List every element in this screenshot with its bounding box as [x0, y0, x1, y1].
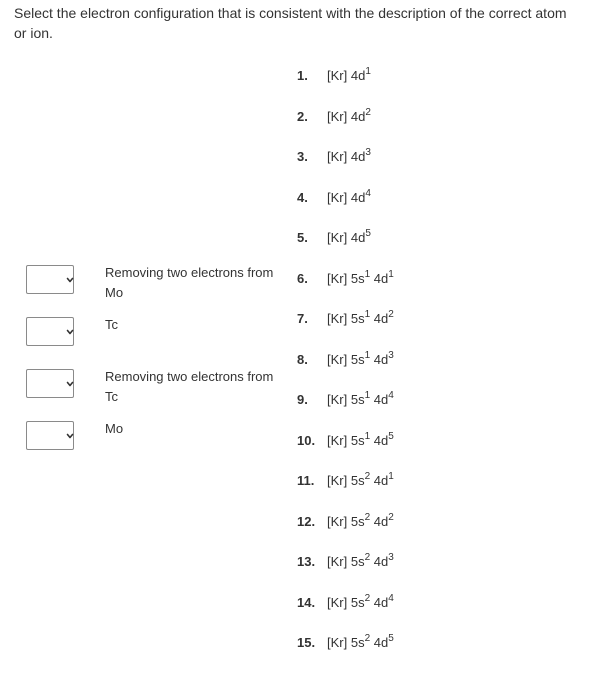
electron-count: 1	[364, 389, 371, 401]
orbital-label: 4d	[373, 595, 389, 610]
answer-select[interactable]	[26, 369, 74, 398]
instructions-text: Select the electron configuration that is consistent with the description of the correct atom or ion.	[14, 5, 567, 41]
orbital-label: 5s	[350, 352, 365, 367]
option-configuration	[327, 228, 371, 248]
chevron-down-icon	[66, 429, 74, 443]
option-configuration	[327, 147, 371, 167]
orbital-label: 4d	[373, 473, 389, 488]
noble-gas-core: [Kr]	[327, 514, 348, 529]
orbital-label: 4d	[350, 190, 366, 205]
option-number: 2.	[297, 109, 308, 124]
orbital-label: 4d	[350, 68, 366, 83]
orbital-label: 5s	[350, 473, 365, 488]
option-number: 4.	[297, 190, 308, 205]
noble-gas-core: [Kr]	[327, 109, 348, 124]
orbital-label: 4d	[350, 149, 366, 164]
noble-gas-core: [Kr]	[327, 271, 348, 286]
chevron-down-icon	[66, 377, 74, 391]
noble-gas-core: [Kr]	[327, 595, 348, 610]
orbital-label: 4d	[373, 433, 389, 448]
electron-count: 1	[364, 268, 371, 280]
noble-gas-core: [Kr]	[327, 554, 348, 569]
match-description: Removing two electrons from Tc	[105, 369, 274, 404]
electron-count: 5	[388, 430, 394, 442]
electron-count: 1	[365, 65, 371, 77]
electron-count: 4	[388, 389, 394, 401]
electron-count: 5	[388, 632, 394, 644]
orbital-label: 4d	[373, 271, 389, 286]
noble-gas-core: [Kr]	[327, 473, 348, 488]
option-configuration	[327, 593, 394, 613]
option-configuration	[327, 633, 394, 653]
option-number: 15.	[297, 635, 316, 650]
noble-gas-core: [Kr]	[327, 230, 348, 245]
orbital-label: 4d	[373, 352, 389, 367]
option-item	[289, 309, 394, 329]
option-item	[289, 228, 371, 248]
orbital-label: 4d	[373, 311, 389, 326]
option-item	[289, 350, 394, 370]
option-number: 11.	[297, 473, 315, 488]
option-number: 12.	[297, 514, 316, 529]
option-item	[289, 471, 394, 491]
electron-count: 2	[364, 632, 371, 644]
chevron-down-icon	[66, 273, 74, 287]
orbital-label: 4d	[350, 109, 366, 124]
electron-count: 2	[388, 308, 394, 320]
orbital-label: 5s	[350, 595, 365, 610]
answer-select[interactable]	[26, 317, 74, 346]
option-configuration	[327, 66, 371, 86]
option-configuration	[327, 350, 394, 370]
option-number: 5.	[297, 230, 308, 245]
electron-count: 3	[388, 551, 394, 563]
orbital-label: 5s	[350, 392, 365, 407]
electron-count: 2	[364, 592, 371, 604]
option-item	[289, 390, 394, 410]
electron-count: 2	[388, 511, 394, 523]
electron-count: 1	[364, 430, 371, 442]
option-configuration	[327, 390, 394, 410]
option-number: 10.	[297, 433, 316, 448]
electron-count: 1	[364, 349, 371, 361]
option-configuration	[327, 107, 371, 127]
electron-count: 2	[364, 470, 371, 482]
option-item	[289, 633, 394, 653]
noble-gas-core: [Kr]	[327, 190, 348, 205]
noble-gas-core: [Kr]	[327, 352, 348, 367]
option-item	[289, 512, 394, 532]
orbital-label: 5s	[350, 514, 365, 529]
option-number: 8.	[297, 352, 308, 367]
noble-gas-core: [Kr]	[327, 392, 348, 407]
orbital-label: 4d	[350, 230, 366, 245]
orbital-label: 4d	[373, 514, 389, 529]
orbital-label: 4d	[373, 554, 389, 569]
option-number: 13.	[297, 554, 316, 569]
option-number: 1.	[297, 68, 308, 83]
electron-count: 5	[365, 227, 371, 239]
option-item	[289, 107, 371, 127]
electron-count: 3	[365, 146, 371, 158]
option-item	[289, 66, 371, 86]
option-configuration	[327, 471, 394, 491]
orbital-label: 5s	[350, 271, 365, 286]
electron-count: 2	[364, 511, 371, 523]
option-configuration	[327, 309, 394, 329]
electron-count: 2	[364, 551, 371, 563]
electron-count: 4	[365, 187, 371, 199]
option-item	[289, 269, 394, 289]
option-item	[289, 188, 371, 208]
orbital-label: 4d	[373, 392, 389, 407]
answer-select[interactable]	[26, 265, 74, 294]
electron-count: 1	[388, 470, 394, 482]
electron-count: 1	[364, 308, 371, 320]
chevron-down-icon	[66, 325, 74, 339]
orbital-label: 5s	[350, 635, 365, 650]
option-number: 3.	[297, 149, 308, 164]
option-number: 7.	[297, 311, 308, 326]
option-configuration	[327, 512, 394, 532]
match-description: Mo	[105, 421, 124, 436]
noble-gas-core: [Kr]	[327, 68, 348, 83]
electron-count: 1	[388, 268, 394, 280]
electron-count: 4	[388, 592, 394, 604]
orbital-label: 5s	[350, 554, 365, 569]
noble-gas-core: [Kr]	[327, 311, 348, 326]
option-number: 9.	[297, 392, 308, 407]
electron-count: 3	[388, 349, 394, 361]
option-configuration	[327, 552, 394, 572]
orbital-label: 5s	[350, 433, 365, 448]
option-item	[289, 593, 394, 613]
answer-select[interactable]	[26, 421, 74, 450]
noble-gas-core: [Kr]	[327, 635, 348, 650]
option-configuration	[327, 431, 394, 451]
orbital-label: 4d	[373, 635, 389, 650]
option-number: 6.	[297, 271, 308, 286]
option-item	[289, 431, 394, 451]
option-item	[289, 552, 394, 572]
orbital-label: 5s	[350, 311, 365, 326]
match-description: Removing two electrons from Mo	[105, 265, 274, 300]
option-number: 14.	[297, 595, 316, 610]
option-configuration	[327, 269, 394, 289]
match-description: Tc	[105, 317, 118, 332]
noble-gas-core: [Kr]	[327, 149, 348, 164]
option-configuration	[327, 188, 371, 208]
noble-gas-core: [Kr]	[327, 433, 348, 448]
option-item	[289, 147, 371, 167]
electron-count: 2	[365, 106, 371, 118]
